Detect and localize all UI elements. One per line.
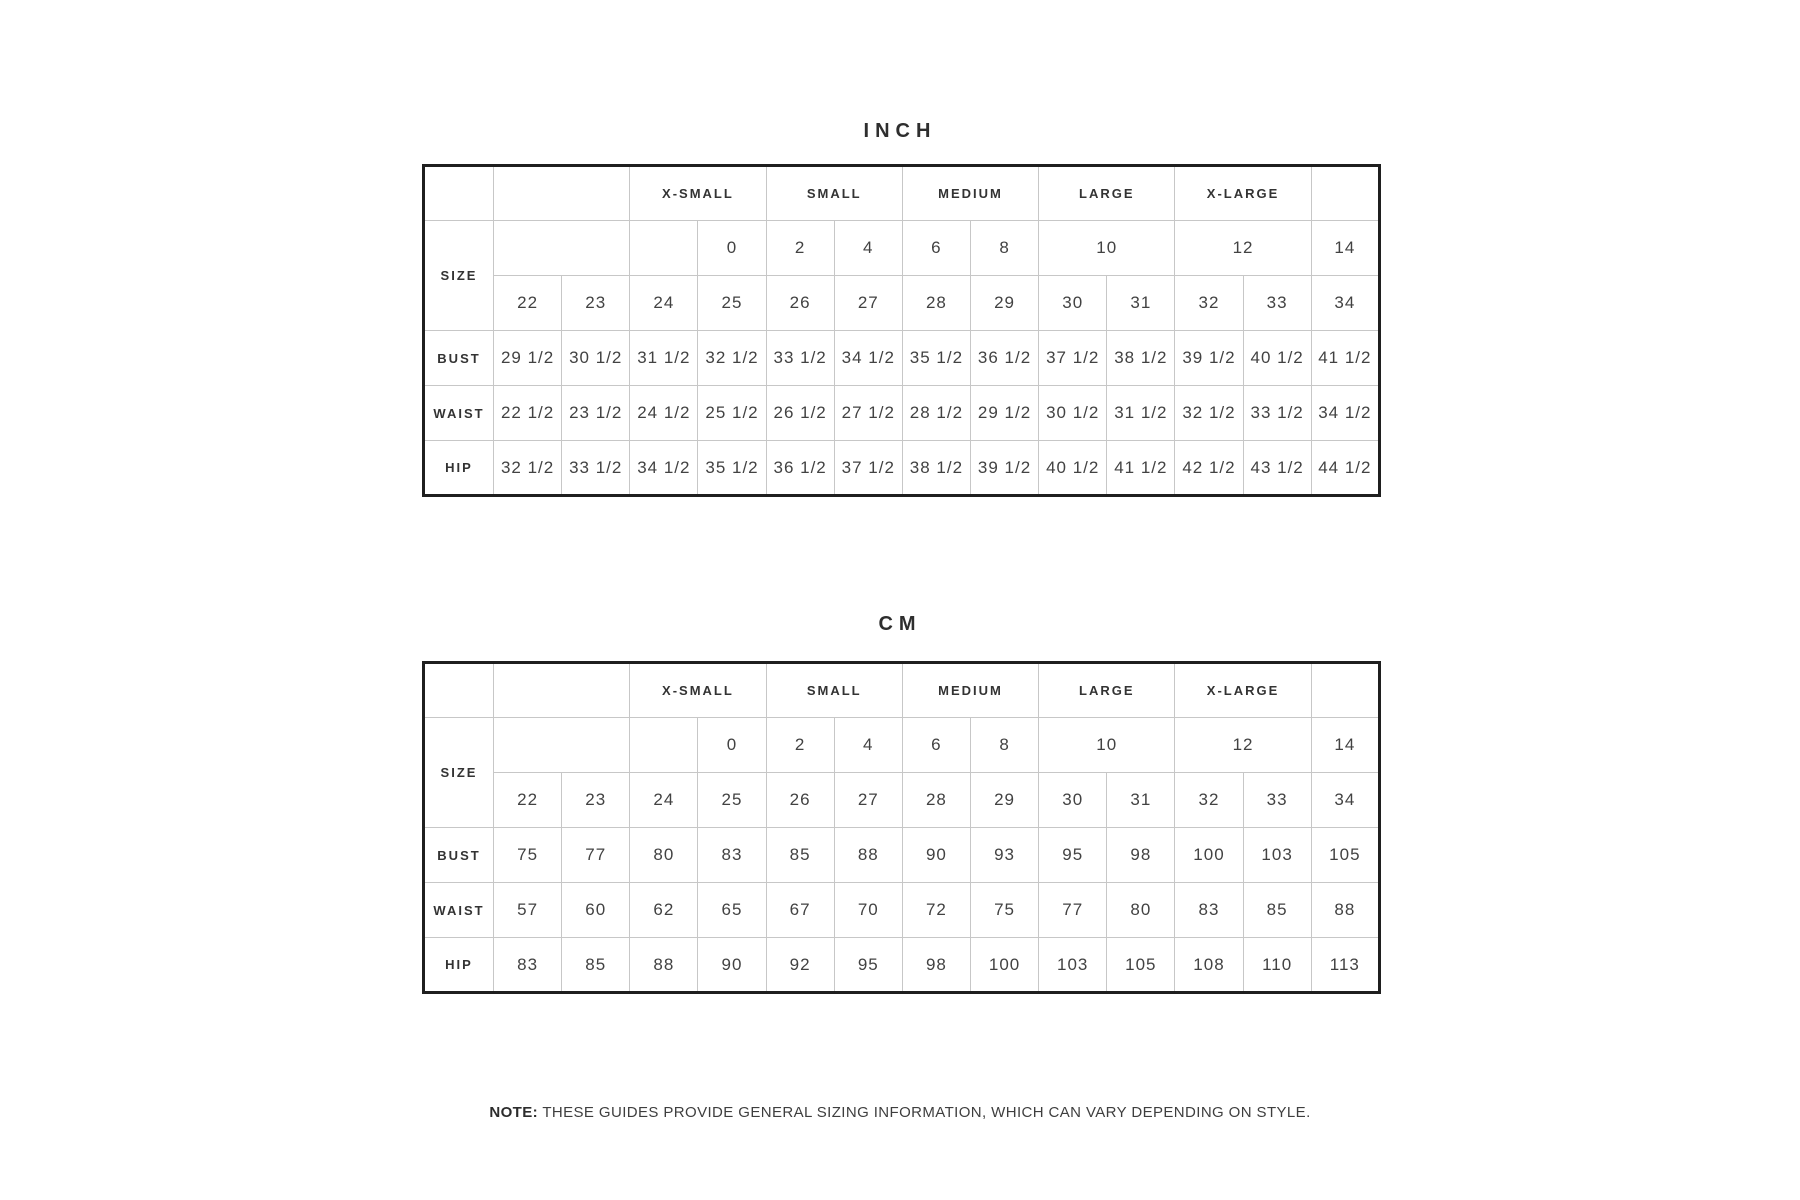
cm-size-num-28: 28 xyxy=(902,773,970,828)
inch-bust-32: 39 1/2 xyxy=(1175,331,1243,386)
cm-group-large: LARGE xyxy=(1039,663,1175,718)
inch-bust-27: 34 1/2 xyxy=(834,331,902,386)
sizing-note xyxy=(0,1104,1800,1121)
inch-size-num-24: 24 xyxy=(630,276,698,331)
sizing-note-text: THESE GUIDES PROVIDE GENERAL SIZING INFORMATION, WHICH CAN VARY DEPENDING ON STYLE. xyxy=(538,1104,1311,1121)
cm-size-even-6: 6 xyxy=(902,718,970,773)
cm-waist-28: 72 xyxy=(902,883,970,938)
inch-hip-24: 34 1/2 xyxy=(630,441,698,496)
inch-size-num-34: 34 xyxy=(1311,276,1379,331)
cm-bust-row-label: BUST xyxy=(424,828,494,883)
inch-group-large: LARGE xyxy=(1039,166,1175,221)
cm-waist-22: 57 xyxy=(494,883,562,938)
cm-waist-34: 88 xyxy=(1311,883,1379,938)
cm-waist-23: 60 xyxy=(562,883,630,938)
cm-waist-29: 75 xyxy=(970,883,1038,938)
inch-size-even-14: 14 xyxy=(1311,221,1379,276)
cm-bust-25: 83 xyxy=(698,828,766,883)
cm-group-medium: MEDIUM xyxy=(902,663,1038,718)
inch-size-even-empty-b xyxy=(630,221,698,276)
inch-waist-33: 33 1/2 xyxy=(1243,386,1311,441)
inch-bust-23: 30 1/2 xyxy=(562,331,630,386)
cm-hip-row-label: HIP xyxy=(424,938,494,993)
cm-corner-cell xyxy=(424,663,494,718)
sizing-note-prefix: NOTE: xyxy=(489,1104,539,1121)
inch-hip-33: 43 1/2 xyxy=(1243,441,1311,496)
inch-waist-25: 25 1/2 xyxy=(698,386,766,441)
inch-hip-32: 42 1/2 xyxy=(1175,441,1243,496)
cm-bust-23: 77 xyxy=(562,828,630,883)
cm-size-even-empty-b xyxy=(630,718,698,773)
inch-bust-29: 36 1/2 xyxy=(970,331,1038,386)
cm-size-num-24: 24 xyxy=(630,773,698,828)
cm-size-num-23: 23 xyxy=(562,773,630,828)
cm-group-empty-left xyxy=(494,663,630,718)
inch-bust-28: 35 1/2 xyxy=(902,331,970,386)
inch-bust-25: 32 1/2 xyxy=(698,331,766,386)
inch-bust-34: 41 1/2 xyxy=(1311,331,1379,386)
cm-hip-25: 90 xyxy=(698,938,766,993)
cm-waist-25: 65 xyxy=(698,883,766,938)
inch-group-x-small: X-SMALL xyxy=(630,166,766,221)
inch-group-x-large: X-LARGE xyxy=(1175,166,1311,221)
cm-size-num-30: 30 xyxy=(1039,773,1107,828)
cm-size-num-29: 29 xyxy=(970,773,1038,828)
cm-bust-28: 90 xyxy=(902,828,970,883)
cm-hip-23: 85 xyxy=(562,938,630,993)
inch-size-num-33: 33 xyxy=(1243,276,1311,331)
cm-bust-31: 98 xyxy=(1107,828,1175,883)
cm-size-even-8: 8 xyxy=(970,718,1038,773)
cm-size-num-26: 26 xyxy=(766,773,834,828)
inch-size-num-29: 29 xyxy=(970,276,1038,331)
inch-group-small: SMALL xyxy=(766,166,902,221)
cm-hip-30: 103 xyxy=(1039,938,1107,993)
inch-waist-27: 27 1/2 xyxy=(834,386,902,441)
inch-size-num-31: 31 xyxy=(1107,276,1175,331)
inch-size-num-28: 28 xyxy=(902,276,970,331)
cm-size-row-label: SIZE xyxy=(424,718,494,828)
inch-bust-31: 38 1/2 xyxy=(1107,331,1175,386)
inch-group-medium: MEDIUM xyxy=(902,166,1038,221)
inch-hip-29: 39 1/2 xyxy=(970,441,1038,496)
cm-size-num-34: 34 xyxy=(1311,773,1379,828)
inch-bust-26: 33 1/2 xyxy=(766,331,834,386)
inch-size-even-empty-a xyxy=(494,221,630,276)
inch-size-even-0: 0 xyxy=(698,221,766,276)
cm-bust-22: 75 xyxy=(494,828,562,883)
cm-hip-29: 100 xyxy=(970,938,1038,993)
cm-bust-29: 93 xyxy=(970,828,1038,883)
cm-size-even-0: 0 xyxy=(698,718,766,773)
cm-hip-32: 108 xyxy=(1175,938,1243,993)
inch-hip-28: 38 1/2 xyxy=(902,441,970,496)
inch-group-empty-right xyxy=(1311,166,1379,221)
inch-size-num-22: 22 xyxy=(494,276,562,331)
cm-hip-31: 105 xyxy=(1107,938,1175,993)
cm-hip-28: 98 xyxy=(902,938,970,993)
inch-waist-22: 22 1/2 xyxy=(494,386,562,441)
cm-bust-32: 100 xyxy=(1175,828,1243,883)
inch-group-empty-left xyxy=(494,166,630,221)
cm-size-num-27: 27 xyxy=(834,773,902,828)
cm-group-small: SMALL xyxy=(766,663,902,718)
cm-hip-24: 88 xyxy=(630,938,698,993)
inch-section-title: INCH xyxy=(863,120,937,142)
inch-corner-cell xyxy=(424,166,494,221)
cm-bust-26: 85 xyxy=(766,828,834,883)
inch-size-num-26: 26 xyxy=(766,276,834,331)
inch-hip-26: 36 1/2 xyxy=(766,441,834,496)
cm-waist-row-label: WAIST xyxy=(424,883,494,938)
cm-hip-27: 95 xyxy=(834,938,902,993)
cm-size-table xyxy=(422,661,1381,994)
cm-waist-31: 80 xyxy=(1107,883,1175,938)
inch-waist-28: 28 1/2 xyxy=(902,386,970,441)
cm-section-title: CM xyxy=(878,613,922,635)
inch-bust-22: 29 1/2 xyxy=(494,331,562,386)
inch-bust-33: 40 1/2 xyxy=(1243,331,1311,386)
inch-size-num-25: 25 xyxy=(698,276,766,331)
cm-group-empty-right xyxy=(1311,663,1379,718)
cm-hip-33: 110 xyxy=(1243,938,1311,993)
cm-waist-26: 67 xyxy=(766,883,834,938)
inch-size-even-12: 12 xyxy=(1175,221,1311,276)
cm-hip-22: 83 xyxy=(494,938,562,993)
cm-bust-24: 80 xyxy=(630,828,698,883)
cm-waist-27: 70 xyxy=(834,883,902,938)
inch-size-table xyxy=(422,164,1381,497)
cm-size-num-32: 32 xyxy=(1175,773,1243,828)
cm-size-even-empty-a xyxy=(494,718,630,773)
inch-hip-30: 40 1/2 xyxy=(1039,441,1107,496)
inch-waist-24: 24 1/2 xyxy=(630,386,698,441)
cm-size-num-33: 33 xyxy=(1243,773,1311,828)
inch-hip-31: 41 1/2 xyxy=(1107,441,1175,496)
cm-size-even-10: 10 xyxy=(1039,718,1175,773)
inch-size-num-30: 30 xyxy=(1039,276,1107,331)
cm-hip-34: 113 xyxy=(1311,938,1379,993)
inch-waist-23: 23 1/2 xyxy=(562,386,630,441)
cm-bust-33: 103 xyxy=(1243,828,1311,883)
inch-waist-32: 32 1/2 xyxy=(1175,386,1243,441)
inch-size-num-27: 27 xyxy=(834,276,902,331)
inch-size-even-4: 4 xyxy=(834,221,902,276)
inch-waist-29: 29 1/2 xyxy=(970,386,1038,441)
cm-size-even-12: 12 xyxy=(1175,718,1311,773)
inch-hip-25: 35 1/2 xyxy=(698,441,766,496)
inch-waist-26: 26 1/2 xyxy=(766,386,834,441)
inch-size-even-6: 6 xyxy=(902,221,970,276)
cm-size-even-14: 14 xyxy=(1311,718,1379,773)
inch-waist-31: 31 1/2 xyxy=(1107,386,1175,441)
inch-hip-row-label: HIP xyxy=(424,441,494,496)
inch-size-row-label: SIZE xyxy=(424,221,494,331)
inch-size-table-container xyxy=(422,164,1381,497)
inch-waist-30: 30 1/2 xyxy=(1039,386,1107,441)
cm-size-num-22: 22 xyxy=(494,773,562,828)
inch-bust-row-label: BUST xyxy=(424,331,494,386)
inch-hip-23: 33 1/2 xyxy=(562,441,630,496)
cm-size-num-31: 31 xyxy=(1107,773,1175,828)
inch-hip-34: 44 1/2 xyxy=(1311,441,1379,496)
cm-size-even-4: 4 xyxy=(834,718,902,773)
cm-waist-32: 83 xyxy=(1175,883,1243,938)
inch-size-even-10: 10 xyxy=(1039,221,1175,276)
cm-bust-27: 88 xyxy=(834,828,902,883)
inch-bust-30: 37 1/2 xyxy=(1039,331,1107,386)
inch-bust-24: 31 1/2 xyxy=(630,331,698,386)
inch-hip-22: 32 1/2 xyxy=(494,441,562,496)
cm-size-num-25: 25 xyxy=(698,773,766,828)
cm-waist-33: 85 xyxy=(1243,883,1311,938)
inch-waist-34: 34 1/2 xyxy=(1311,386,1379,441)
inch-hip-27: 37 1/2 xyxy=(834,441,902,496)
cm-hip-26: 92 xyxy=(766,938,834,993)
cm-group-x-small: X-SMALL xyxy=(630,663,766,718)
inch-size-num-32: 32 xyxy=(1175,276,1243,331)
cm-waist-30: 77 xyxy=(1039,883,1107,938)
inch-size-even-8: 8 xyxy=(970,221,1038,276)
inch-size-even-2: 2 xyxy=(766,221,834,276)
cm-bust-34: 105 xyxy=(1311,828,1379,883)
cm-size-even-2: 2 xyxy=(766,718,834,773)
inch-waist-row-label: WAIST xyxy=(424,386,494,441)
cm-group-x-large: X-LARGE xyxy=(1175,663,1311,718)
cm-waist-24: 62 xyxy=(630,883,698,938)
cm-size-table-container xyxy=(422,661,1381,994)
inch-size-num-23: 23 xyxy=(562,276,630,331)
cm-bust-30: 95 xyxy=(1039,828,1107,883)
